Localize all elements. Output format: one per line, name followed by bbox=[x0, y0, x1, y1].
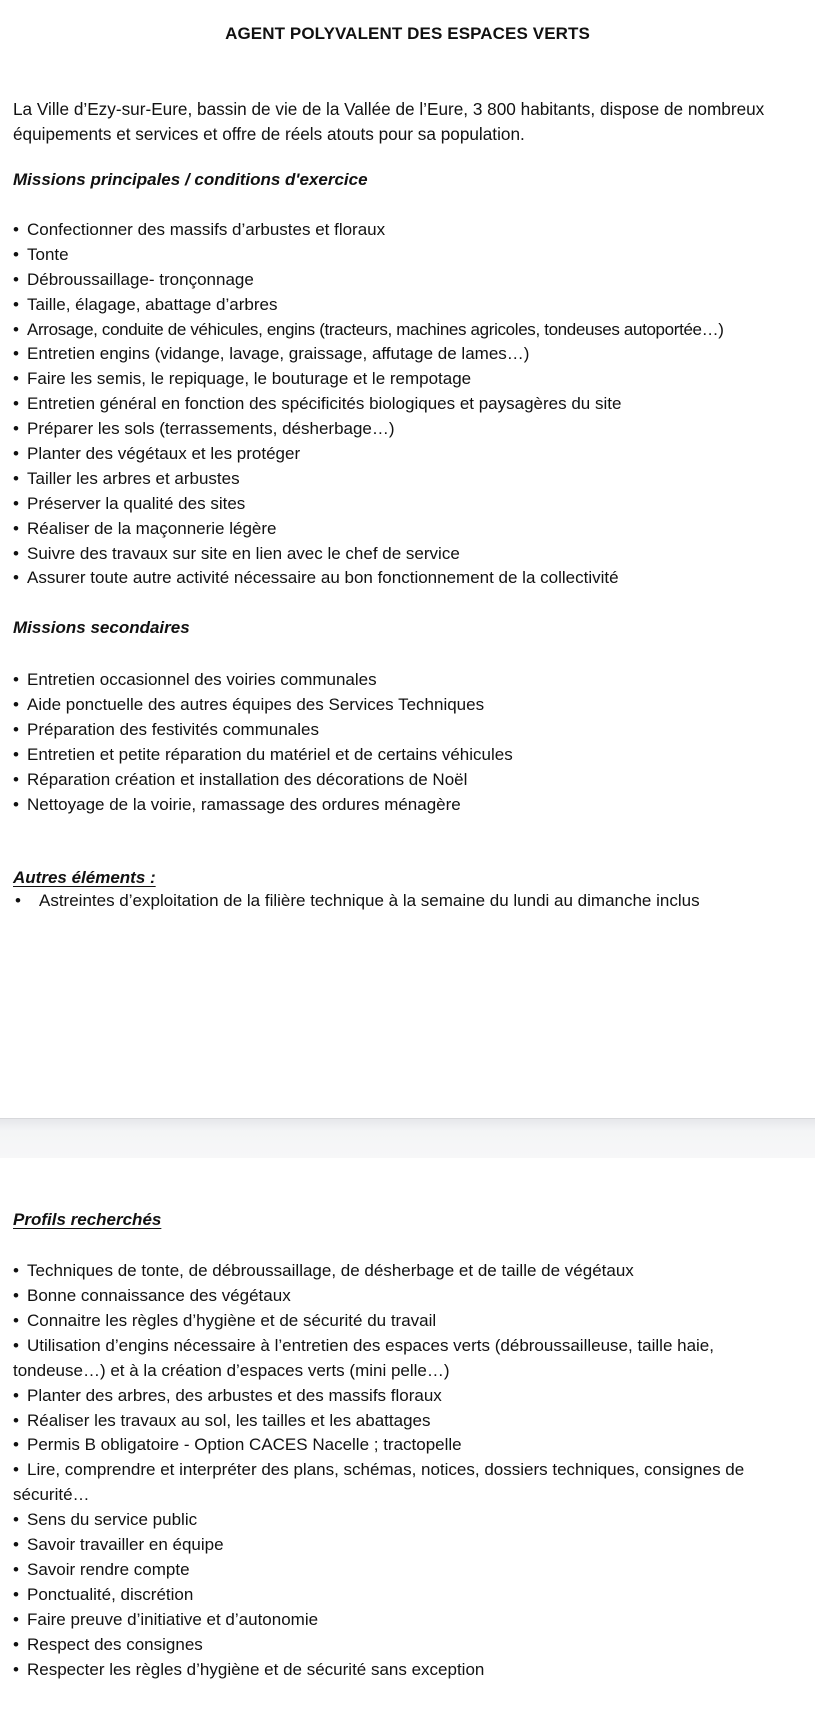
bullet-icon: • bbox=[13, 1435, 19, 1455]
list-item: • Taille, élagage, abattage d’arbres bbox=[13, 293, 724, 318]
list-item: • Préparer les sols (terrassements, désherbage…) bbox=[13, 417, 724, 442]
missions-principales-list bbox=[13, 218, 724, 591]
intro-line: La Ville d’Ezy-sur-Eure, bassin de vie de la Vallée de l’Eure, 3 800 habitants, dispose de nombreux bbox=[13, 99, 765, 119]
list-item: • Planter des arbres, des arbustes et des massifs floraux bbox=[13, 1384, 803, 1409]
intro-line: équipements et services et offre de réels atouts pour sa population. bbox=[13, 124, 525, 144]
list-item: • Débroussaillage- tronçonnage bbox=[13, 268, 724, 293]
profils-list bbox=[13, 1259, 803, 1683]
bullet-icon: • bbox=[13, 770, 19, 789]
page-separator bbox=[0, 1118, 815, 1160]
list-item: • Techniques de tonte, de débroussaillage, de désherbage et de taille de végétaux bbox=[13, 1259, 803, 1284]
list-item: • Respecter les règles d’hygiène et de sécurité sans exception bbox=[13, 1658, 803, 1683]
bullet-icon: • bbox=[13, 1585, 19, 1605]
bullet-icon: • bbox=[13, 294, 19, 314]
list-item: • Savoir rendre compte bbox=[13, 1558, 803, 1583]
document-title: AGENT POLYVALENT DES ESPACES VERTS bbox=[225, 24, 590, 43]
bullet-icon: • bbox=[13, 220, 19, 239]
list-item: • Faire preuve d’initiative et d’autonomie bbox=[13, 1608, 803, 1633]
bullet-icon: • bbox=[13, 1609, 19, 1629]
list-item: • Nettoyage de la voirie, ramassage des ordures ménagère bbox=[13, 792, 513, 817]
bullet-icon: • bbox=[13, 1335, 19, 1355]
list-item: • Utilisation d’engins nécessaire à l’entretien des espaces verts (débroussailleuse, taille haie, tondeuse…) et à la création d’espaces verts (mini pelle…) bbox=[13, 1335, 714, 1380]
bullet-icon: • bbox=[13, 518, 19, 538]
missions-principales-heading: Missions principales / conditions d'exercice bbox=[13, 170, 368, 189]
list-item: • Tailler les arbres et arbustes bbox=[13, 467, 724, 492]
bullet-icon: • bbox=[13, 745, 19, 764]
list-item: • Arrosage, conduite de véhicules, engins (tracteurs, machines agricoles, tondeuses autoportée…) bbox=[13, 318, 724, 343]
list-item: Astreintes d’exploitation de la filière technique à la semaine du lundi au dimanche inclus bbox=[39, 891, 700, 910]
document-page-2 bbox=[0, 1158, 815, 1724]
list-item: • Lire, comprendre et interpréter des plans, schémas, notices, dossiers techniques, consignes de sécurité… bbox=[13, 1460, 745, 1505]
autres-elements-list bbox=[15, 891, 700, 911]
list-item: • Aide ponctuelle des autres équipes des Services Techniques bbox=[13, 692, 513, 717]
bullet-icon: • bbox=[13, 419, 19, 439]
bullet-icon: • bbox=[13, 1460, 19, 1480]
list-item: • Bonne connaissance des végétaux bbox=[13, 1284, 803, 1309]
list-item: • Assurer toute autre activité nécessaire au bon fonctionnement de la collectivité bbox=[13, 566, 724, 591]
list-item: • Ponctualité, discrétion bbox=[13, 1583, 803, 1608]
list-item: • Savoir travailler en équipe bbox=[13, 1533, 803, 1558]
missions-secondaires-heading: Missions secondaires bbox=[13, 618, 190, 637]
list-item: • Réaliser les travaux au sol, les tailles et les abattages bbox=[13, 1409, 803, 1434]
list-item: • Entretien général en fonction des spécificités biologiques et paysagères du site bbox=[13, 392, 724, 417]
list-item: • Faire les semis, le repiquage, le bouturage et le rempotage bbox=[13, 367, 724, 392]
list-item: • Entretien engins (vidange, lavage, graissage, affutage de lames…) bbox=[13, 342, 724, 367]
bullet-icon: • bbox=[13, 1510, 19, 1530]
bullet-icon: • bbox=[13, 720, 19, 739]
bullet-icon: • bbox=[13, 1659, 19, 1679]
bullet-icon: • bbox=[13, 444, 19, 464]
bullet-icon: • bbox=[13, 1261, 19, 1280]
list-item: • Suivre des travaux sur site en lien avec le chef de service bbox=[13, 542, 724, 567]
bullet-icon: • bbox=[13, 1410, 19, 1430]
intro-paragraph bbox=[13, 97, 815, 147]
list-item: • Préparation des festivités communales bbox=[13, 717, 513, 742]
bullet-icon: • bbox=[13, 1310, 19, 1330]
bullet-icon: • bbox=[15, 891, 21, 910]
list-item: • Connaitre les règles d’hygiène et de sécurité du travail bbox=[13, 1309, 803, 1334]
list-item: • Réaliser de la maçonnerie légère bbox=[13, 517, 724, 542]
bullet-icon: • bbox=[13, 795, 19, 814]
bullet-icon: • bbox=[13, 543, 19, 563]
bullet-icon: • bbox=[13, 1560, 19, 1580]
bullet-icon: • bbox=[13, 1285, 19, 1305]
bullet-icon: • bbox=[13, 1385, 19, 1405]
bullet-icon: • bbox=[13, 269, 19, 289]
bullet-icon: • bbox=[13, 695, 19, 714]
bullet-icon: • bbox=[13, 670, 19, 689]
missions-secondaires-list bbox=[13, 667, 513, 817]
profils-heading: Profils recherchés bbox=[13, 1210, 162, 1229]
bullet-icon: • bbox=[13, 493, 19, 513]
bullet-icon: • bbox=[13, 1535, 19, 1555]
bullet-icon: • bbox=[13, 369, 19, 389]
list-item: • Préserver la qualité des sites bbox=[13, 492, 724, 517]
bullet-icon: • bbox=[13, 1634, 19, 1654]
bullet-icon: • bbox=[13, 394, 19, 414]
list-item: • Planter des végétaux et les protéger bbox=[13, 442, 724, 467]
list-item: • Respect des consignes bbox=[13, 1633, 803, 1658]
bullet-icon: • bbox=[13, 568, 19, 588]
list-item: • Sens du service public bbox=[13, 1508, 803, 1533]
list-item: • Tonte bbox=[13, 243, 724, 268]
list-item: • Réparation création et installation des décorations de Noël bbox=[13, 767, 513, 792]
bullet-icon: • bbox=[13, 319, 19, 339]
autres-elements-heading: Autres éléments : bbox=[13, 868, 156, 887]
list-item: • Entretien occasionnel des voiries communales bbox=[13, 667, 513, 692]
list-item: • Confectionner des massifs d’arbustes et floraux bbox=[13, 218, 724, 243]
bullet-icon: • bbox=[13, 344, 19, 364]
bullet-icon: • bbox=[13, 468, 19, 488]
bullet-icon: • bbox=[13, 244, 19, 264]
list-item: • Permis B obligatoire - Option CACES Nacelle ; tractopelle bbox=[13, 1433, 803, 1458]
list-item: • Entretien et petite réparation du matériel et de certains véhicules bbox=[13, 742, 513, 767]
